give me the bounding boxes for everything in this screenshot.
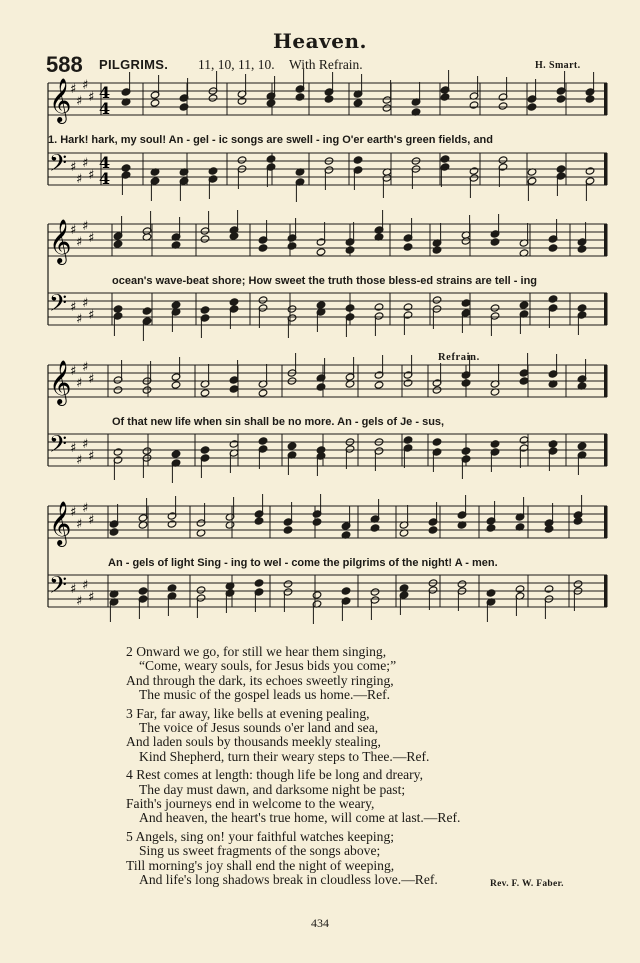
- refrain-note: With Refrain.: [289, 57, 363, 72]
- verse-line: And through the dark, its echoes sweetly ringing,: [126, 672, 394, 688]
- note-head: [370, 588, 380, 596]
- note-head: [519, 301, 529, 309]
- sharp-sign: ♯: [76, 376, 83, 391]
- time-signature: 4: [99, 83, 111, 102]
- verse-line: Sing us sweet fragments of the songs above;: [139, 843, 381, 859]
- note-head: [138, 587, 148, 595]
- sharp-sign: ♯: [88, 90, 95, 105]
- note-head: [287, 442, 297, 450]
- final-barline: [604, 365, 607, 397]
- sharp-sign: ♯: [88, 449, 95, 464]
- verse-line: Faith's journeys end in welcome to the weary,: [126, 796, 375, 812]
- verse-3: [126, 707, 606, 765]
- bass-clef: 𝄢: [49, 571, 68, 604]
- verse-line: And life's long shadows break in cloudless love.—Ref.: [139, 872, 438, 888]
- note-head: [432, 246, 442, 254]
- note-head: [515, 585, 525, 593]
- refrain-label: Refrain.: [438, 352, 480, 363]
- final-barline: [604, 506, 607, 538]
- verses: [126, 645, 606, 892]
- verse-line: 3 Far, far away, like bells at evening pealing,: [126, 705, 370, 721]
- note-head: [469, 167, 479, 175]
- verse-line: Till morning's joy shall end the night of weeping,: [126, 857, 395, 873]
- time-signature: 4: [99, 99, 111, 118]
- bass-clef: 𝄢: [49, 289, 68, 322]
- verse-line: The voice of Jesus sounds o'er land and sea,: [139, 720, 379, 736]
- note-head: [548, 244, 558, 252]
- note-head: [461, 299, 471, 307]
- note-head: [374, 381, 384, 389]
- note-head: [142, 447, 152, 455]
- time-signature: 4: [99, 153, 111, 172]
- note-head: [341, 587, 351, 595]
- note-head: [312, 518, 322, 526]
- note-head: [295, 93, 305, 101]
- note-head: [316, 301, 326, 309]
- sharp-sign: ♯: [76, 172, 83, 187]
- verse-line: 5 Angels, sing on! your faithful watches keeping;: [126, 828, 395, 844]
- note-head: [200, 389, 210, 397]
- note-head: [548, 440, 558, 448]
- sharp-sign: ♯: [70, 160, 77, 175]
- verse-line: The music of the gospel leads us home.—Ref.: [139, 687, 391, 703]
- final-barline: [604, 293, 607, 325]
- lyric-line-1: 1. Hark! hark, my soul! An - gel - ic songs are swell - ing O'er earth's green fields, and: [48, 134, 493, 146]
- note-head: [121, 164, 131, 172]
- sharp-sign: ♯: [76, 312, 83, 327]
- note-head: [548, 295, 558, 303]
- note-head: [577, 304, 587, 312]
- note-head: [432, 438, 442, 446]
- note-head: [266, 99, 276, 107]
- sharp-sign: ♯: [70, 82, 77, 97]
- final-barline: [604, 153, 607, 185]
- final-barline: [604, 434, 607, 466]
- tune-name: PILGRIMS.: [99, 57, 169, 72]
- note-head: [403, 379, 413, 387]
- note-head: [287, 242, 297, 250]
- note-head: [486, 589, 496, 597]
- sharp-sign: ♯: [82, 78, 89, 93]
- note-head: [519, 377, 529, 385]
- note-head: [142, 386, 152, 394]
- note-head: [490, 238, 500, 246]
- sharp-sign: ♯: [82, 296, 89, 311]
- sharp-sign: ♯: [88, 231, 95, 246]
- note-head: [432, 296, 442, 304]
- time-signature: 4: [99, 169, 111, 188]
- note-head: [577, 442, 587, 450]
- note-head: [316, 248, 326, 256]
- treble-clef: 𝄞: [49, 360, 72, 404]
- sharp-sign: ♯: [70, 300, 77, 315]
- note-head: [113, 386, 123, 394]
- note-head: [345, 304, 355, 312]
- note-head: [200, 235, 210, 243]
- sharp-sign: ♯: [76, 594, 83, 609]
- composer: H. Smart.: [535, 60, 581, 71]
- note-head: [353, 99, 363, 107]
- page-number: 434: [311, 916, 329, 930]
- note-head: [171, 450, 181, 458]
- verse-line: The day must dawn, and darksome night be past;: [139, 781, 406, 797]
- sharp-sign: ♯: [82, 156, 89, 171]
- note-head: [208, 167, 218, 175]
- sharp-sign: ♯: [70, 364, 77, 379]
- verse-4: [126, 768, 606, 826]
- note-head: [544, 585, 554, 593]
- bass-clef: 𝄢: [49, 149, 68, 182]
- note-head: [432, 386, 442, 394]
- sharp-sign: ♯: [88, 372, 95, 387]
- note-head: [573, 580, 583, 588]
- note-head: [519, 436, 529, 444]
- note-head: [469, 101, 479, 109]
- note-head: [345, 246, 355, 254]
- note-head: [403, 436, 413, 444]
- final-barline: [604, 83, 607, 115]
- note-head: [254, 517, 264, 525]
- note-head: [258, 244, 268, 252]
- note-head: [283, 580, 293, 588]
- note-head: [200, 306, 210, 314]
- note-head: [258, 437, 268, 445]
- note-head: [498, 156, 508, 164]
- sharp-sign: ♯: [70, 223, 77, 238]
- note-head: [461, 379, 471, 387]
- note-head: [461, 447, 471, 455]
- verse-line: 4 Rest comes at length: though life be long and dreary,: [126, 767, 423, 783]
- note-head: [486, 524, 496, 532]
- sharp-sign: ♯: [88, 590, 95, 605]
- note-head: [237, 156, 247, 164]
- note-head: [229, 385, 239, 393]
- note-head: [403, 243, 413, 251]
- verse-2: [126, 645, 606, 703]
- verse-line: And heaven, the heart's true home, will come at last.—Ref.: [139, 810, 461, 826]
- note-head: [229, 298, 239, 306]
- bass-clef: 𝄢: [49, 430, 68, 463]
- treble-clef: 𝄞: [49, 219, 72, 263]
- note-head: [382, 104, 392, 112]
- verse-line: Kind Shepherd, turn their weary steps to Thee.—Ref.: [139, 748, 430, 764]
- note-head: [200, 446, 210, 454]
- note-head: [113, 448, 123, 456]
- note-head: [196, 586, 206, 594]
- note-head: [142, 307, 152, 315]
- note-head: [150, 99, 160, 107]
- note-head: [316, 383, 326, 391]
- sharp-sign: ♯: [82, 219, 89, 234]
- sharp-sign: ♯: [82, 501, 89, 516]
- note-head: [428, 526, 438, 534]
- sharp-sign: ♯: [82, 437, 89, 452]
- treble-clef: 𝄞: [49, 501, 72, 545]
- note-head: [490, 304, 500, 312]
- note-head: [440, 93, 450, 101]
- note-head: [370, 524, 380, 532]
- note-head: [374, 303, 384, 311]
- final-barline: [604, 575, 607, 607]
- note-head: [258, 296, 268, 304]
- sharp-sign: ♯: [76, 517, 83, 532]
- note-head: [490, 440, 500, 448]
- note-head: [229, 440, 239, 448]
- note-head: [498, 102, 508, 110]
- note-head: [556, 95, 566, 103]
- note-head: [283, 526, 293, 534]
- note-head: [171, 381, 181, 389]
- note-head: [577, 245, 587, 253]
- sharp-sign: ♯: [88, 168, 95, 183]
- note-head: [585, 167, 595, 175]
- lyric-line-2: ocean's wave-beat shore; How sweet the truth those bless-ed strains are tell - ing: [112, 275, 538, 287]
- sharp-sign: ♯: [76, 94, 83, 109]
- lyric-line-3: Of that new life when sin shall be no more. An - gels of Je - sus,: [112, 416, 445, 428]
- note-head: [440, 155, 450, 163]
- note-head: [324, 95, 334, 103]
- lyric-line-4: An - gels of light Sing - ing to wel - come the pilgrims of the night! A - men.: [108, 557, 498, 569]
- final-barline: [604, 224, 607, 256]
- note-head: [312, 591, 322, 599]
- sharp-sign: ♯: [70, 505, 77, 520]
- note-head: [237, 97, 247, 105]
- sharp-sign: ♯: [88, 513, 95, 528]
- author-credit: Rev. F. W. Faber.: [490, 879, 564, 889]
- verse-line: 2 Onward we go, for still we hear them singing,: [126, 644, 387, 659]
- sharp-sign: ♯: [88, 308, 95, 323]
- note-head: [171, 301, 181, 309]
- sharp-sign: ♯: [76, 235, 83, 250]
- note-head: [266, 155, 276, 163]
- verse-line: “Come, weary souls, for Jesus bids you come;”: [139, 658, 397, 674]
- note-head: [258, 389, 268, 397]
- sharp-sign: ♯: [82, 578, 89, 593]
- page-title: Heaven.: [273, 29, 367, 53]
- sharp-sign: ♯: [76, 453, 83, 468]
- note-head: [208, 94, 218, 102]
- treble-clef: 𝄞: [49, 78, 72, 122]
- note-head: [109, 528, 119, 536]
- meter: 11, 10, 11, 10.: [198, 57, 275, 72]
- note-head: [556, 165, 566, 173]
- note-head: [527, 103, 537, 111]
- note-head: [167, 520, 177, 528]
- verse-line: And laden souls by thousands meekly stealing,: [126, 734, 381, 750]
- note-head: [113, 305, 123, 313]
- sharp-sign: ♯: [70, 441, 77, 456]
- sharp-sign: ♯: [82, 360, 89, 375]
- note-head: [585, 95, 595, 103]
- note-head: [113, 240, 123, 248]
- sharp-sign: ♯: [70, 582, 77, 597]
- note-head: [254, 579, 264, 587]
- note-head: [353, 156, 363, 164]
- hymn-number: 588: [46, 52, 83, 77]
- note-head: [457, 580, 467, 588]
- note-head: [403, 303, 413, 311]
